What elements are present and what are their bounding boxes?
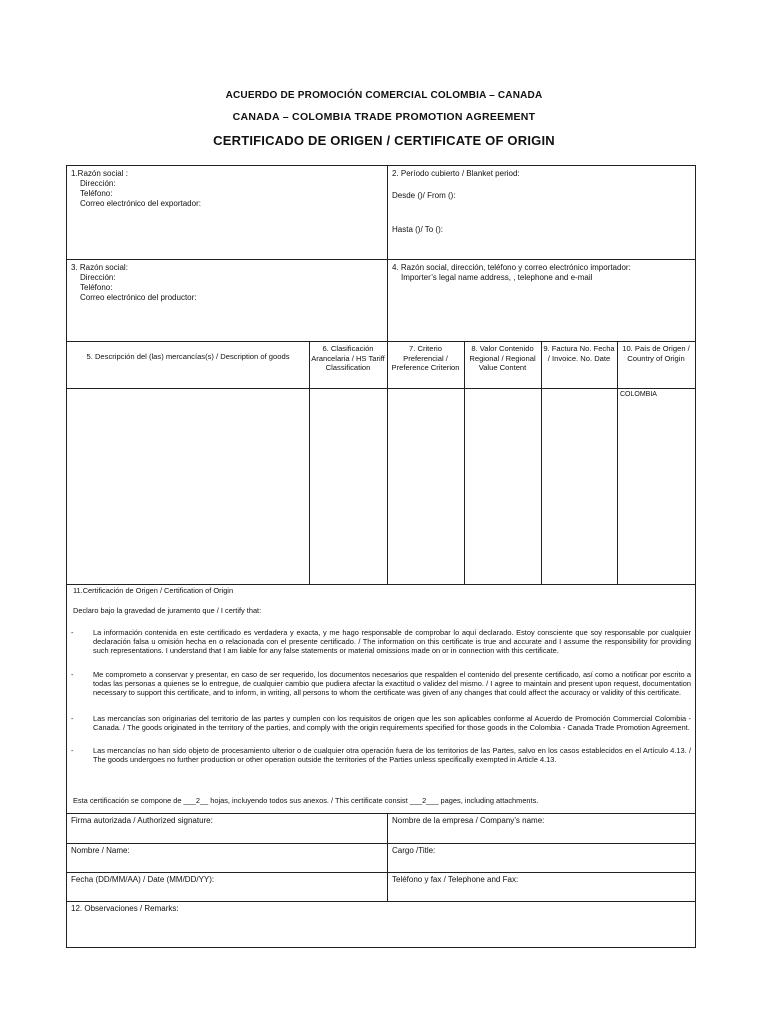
divider (67, 813, 695, 814)
preference-criterion-header: 7. Criterio Preferencial / Preference Criterion (391, 344, 460, 372)
origin-value: COLOMBIA (620, 391, 657, 398)
exporter-address-label: Dirección: (80, 179, 116, 188)
company-name-label: Nombre de la empresa / Company’s name: (392, 816, 545, 825)
name-label: Nombre / Name: (71, 846, 130, 855)
divider (67, 584, 695, 585)
country-origin-header: 10. País de Origen / Country of Origin (622, 344, 690, 363)
divider (67, 341, 695, 342)
exporter-email-label: Correo electrónico del exportador: (80, 199, 201, 208)
divider (67, 901, 695, 902)
divider (67, 388, 695, 389)
certification-heading: 11.Certificación de Origen / Certification of Origin (73, 586, 234, 595)
divider (309, 341, 310, 584)
divider (617, 341, 618, 584)
producer-address-label: Dirección: (80, 273, 116, 282)
producer-name-label: 3. Razón social: (71, 263, 128, 272)
divider (387, 166, 388, 341)
bullet-text: Me comprometo a conservar y presentar, en caso de ser requerido, los documentos necesarios que respalden el contenido del presente certificado, así como a notificar por escrito a todas las personas a quienes se lo entregue, de cualquier cambio que pudiera afectar la exactitud o validez del mismo. / I agree to maintain and present upon request, documentation necessary to support this certificate, and to inform, in writing, all persons to whom the certificate was given of any changes that could affect the accuracy or validity of this certificate. (93, 670, 691, 698)
bullet-text: Las mercancías son originarias del territorio de las partes y cumplen con los requisitos de origen que les son aplicables conforme al Acuerdo de Promoción Commercial Colombia - Canada. / The goods originated in the territory of the parties, and comply with the origin requirements specified for those goods in the Colombia - Canada Trade Promotion Agreement. (93, 714, 691, 733)
bullet-dash: - (71, 670, 74, 679)
remarks-label: 12. Observaciones / Remarks: (71, 904, 179, 913)
invoice-header: 9. Factura No. Fecha / Invoice. No. Date (543, 344, 615, 363)
certificate-form (66, 165, 696, 948)
blanket-period-label: 2. Período cubierto / Blanket period: (392, 169, 520, 178)
hs-classification-header: 6. Clasificación Arancelaria / HS Tariff Classification (311, 344, 385, 372)
importer-label-english: Importer’s legal name address, , telephone and e-mail (401, 273, 593, 282)
telephone-fax-label: Teléfono y fax / Telephone and Fax: (392, 875, 519, 884)
divider (541, 341, 542, 584)
bullet-dash: - (71, 628, 74, 637)
authorized-signature-label: Firma autorizada / Authorized signature: (71, 816, 213, 825)
declaration-statement: Declaro bajo la gravedad de juramento que / I certify that: (73, 606, 262, 615)
goods-description-header: 5. Descripción del (las) mercancías(s) / Description of goods (86, 352, 290, 361)
divider (387, 341, 388, 584)
title-spanish: ACUERDO DE PROMOCIÓN COMERCIAL COLOMBIA – CANADA (225, 90, 543, 101)
importer-label: 4. Razón social, dirección, teléfono y correo electrónico importador: (392, 263, 631, 272)
divider (387, 813, 388, 901)
exporter-phone-label: Teléfono: (80, 189, 113, 198)
job-title-label: Cargo /Title: (392, 846, 436, 855)
bullet-text: La información contenida en este certificado es verdadera y exacta, y me hago responsable de comprobar lo aquí declarado. Estoy consciente que soy responsable por cualquier declaración falsa u omisión hecha en o relacionada con el presente certificado. / The information on this certificate is true and accurate and I assume the responsibility for providing such representations. I understand that I am liable for any false statements or material omissions made on or in connection with this certificate. (93, 628, 691, 656)
divider (67, 843, 695, 844)
certificate-title: CERTIFICADO DE ORIGEN / CERTIFICATE OF ORIGIN (213, 133, 555, 148)
regional-value-header: 8. Valor Contenido Regional / Regional Value Content (469, 344, 536, 372)
declaration-bullet (71, 628, 691, 668)
declaration-bullet (71, 746, 691, 786)
divider (67, 259, 695, 260)
declaration-bullet (71, 714, 691, 744)
producer-phone-label: Teléfono: (80, 283, 113, 292)
divider (464, 341, 465, 584)
page-count-statement: Esta certificación se compone de ___2__ hojas, incluyendo todos sus anexos. / This certificate consist ___2___ pages, including attachments. (73, 796, 539, 805)
declaration-bullet (71, 670, 691, 710)
exporter-name-label: 1.Razón social : (71, 169, 128, 178)
period-to-label: Hasta ()/ To (): (392, 225, 443, 234)
bullet-dash: - (71, 746, 74, 755)
bullet-text: Las mercancías no han sido objeto de procesamiento ulterior o de cualquier otra operación fuera de los territorios de las Partes, salvo en los casos establecidos en el Artículo 4.13. / The goods undergoes no further production or other operation outside the territories of the Parties unless specifically exempted in Article 4.13. (93, 746, 691, 765)
bullet-dash: - (71, 714, 74, 723)
title-english: CANADA – COLOMBIA TRADE PROMOTION AGREEMENT (232, 111, 536, 123)
period-from-label: Desde ()/ From (): (392, 191, 456, 200)
divider (67, 872, 695, 873)
producer-email-label: Correo electrónico del productor: (80, 293, 197, 302)
date-label: Fecha (DD/MM/AA) / Date (MM/DD/YY): (71, 875, 215, 884)
